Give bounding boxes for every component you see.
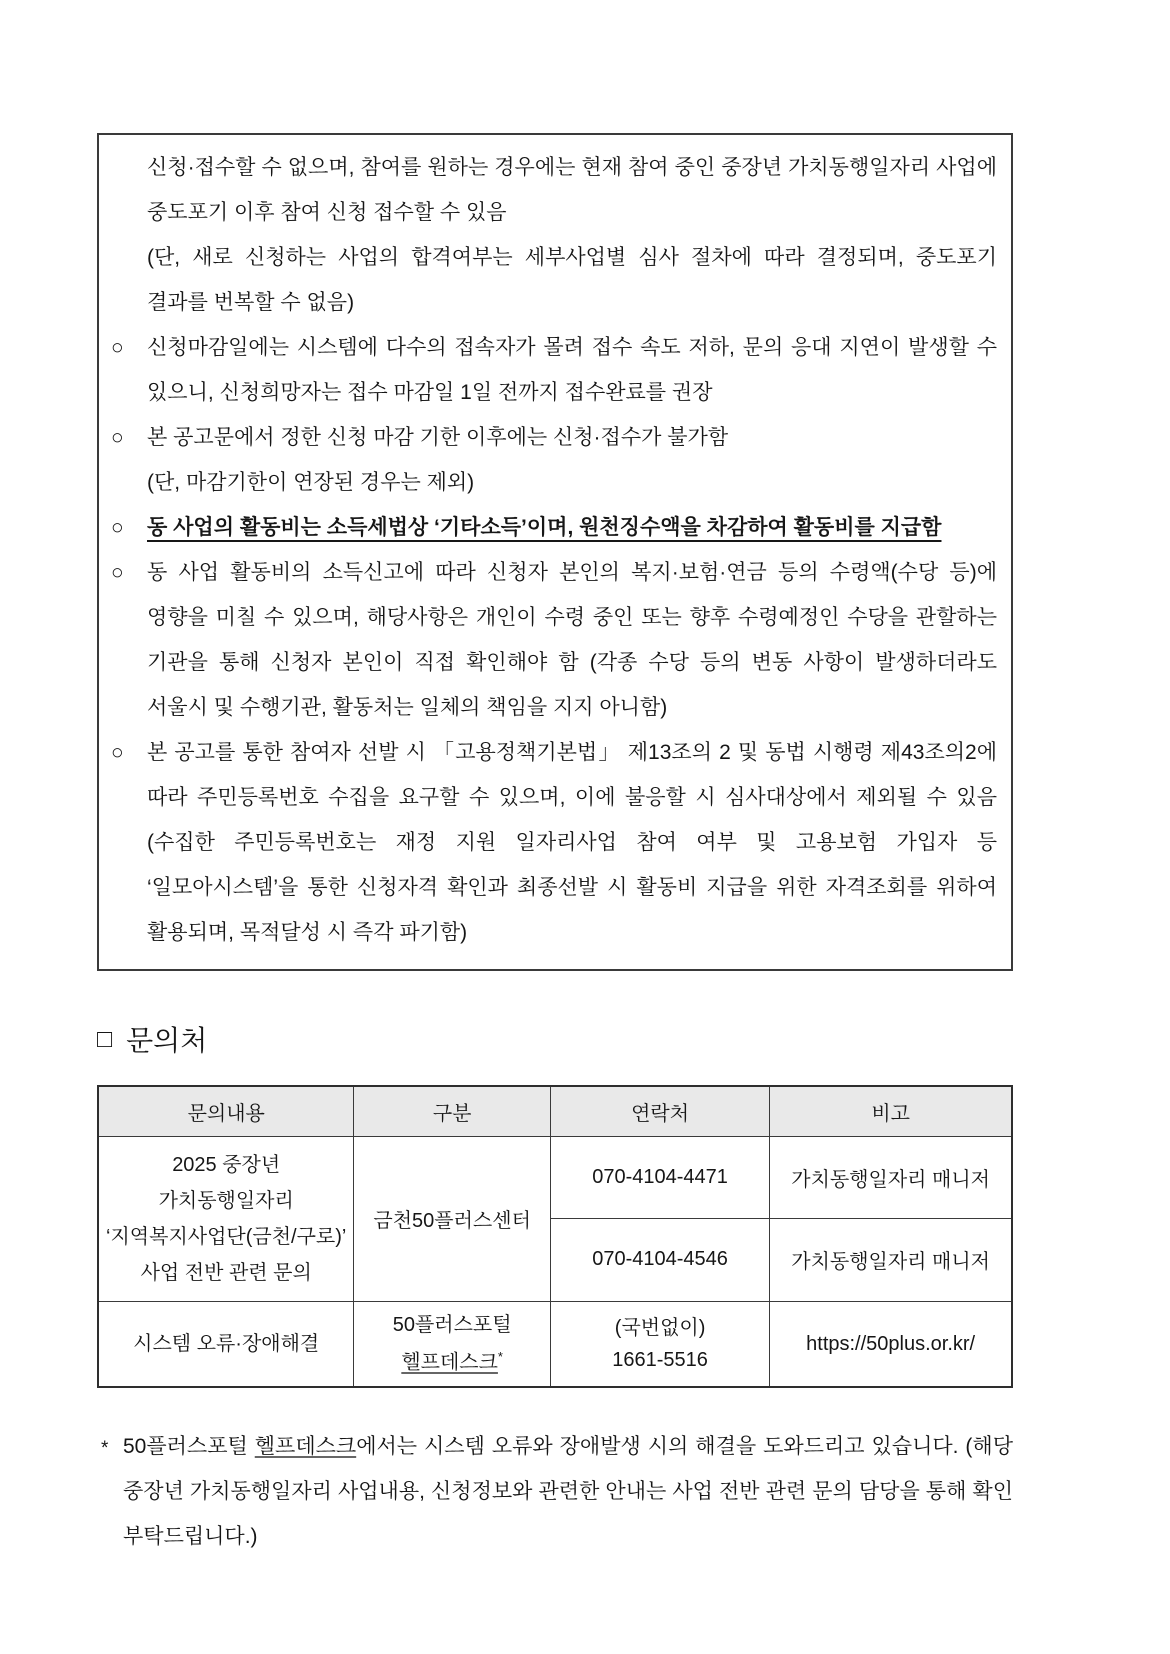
- notice-text: 신청·접수할 수 없으며, 참여를 원하는 경우에는 현재 참여 중인 중장년 가치동행일자리 사업에 중도포기 이후 참여 신청 접수할 수 있음: [147, 156, 997, 224]
- notice-text: 본 공고를 통한 참여자 선발 시 「고용정책기본법」 제13조의 2 및 동법 시행령 제43조의2에 따라 주민등록번호 수집을 요구할 수 있으며, 이에 불응할 시 심사대상에서 제외될 수 있음 (수집한 주민등록번호는 재정 지원 일자리사업 참여 여부 및 고용보험 가입자 등 ‘일모아시스템’을 통한 신청자격 확인과 최종선발 시 활동비 지급을 위한 자격조회를 위하여 활용되며, 목적달성 시 즉각 파기함): [147, 741, 997, 944]
- cell-system-error: 시스템 오류·장애해결: [98, 1301, 354, 1387]
- notice-bullet-item: [111, 730, 997, 955]
- cell-portal-url: https://50plus.or.kr/: [770, 1301, 1012, 1387]
- notice-text-emphasized: 동 사업의 활동비는 소득세법상 ‘기타소득’이며, 원천징수액을 차감하여 활동비를 지급함: [147, 516, 942, 539]
- notice-subnote: [111, 235, 997, 325]
- circle-bullet-icon: ○: [111, 336, 124, 359]
- col-header-inquiry: 문의내용: [98, 1086, 354, 1136]
- footnote-lead: 50플러스포털: [123, 1435, 255, 1458]
- phone-line: (국번없이): [614, 1316, 706, 1339]
- contact-table: [97, 1085, 1013, 1388]
- helpdesk-word: 헬프데스크: [401, 1351, 498, 1374]
- program-line: 사업 전반 관련 문의: [140, 1261, 312, 1284]
- table-row: [98, 1136, 1012, 1219]
- cell-manager-note: 가치동행일자리 매니저: [770, 1136, 1012, 1219]
- col-header-remarks: 비고: [770, 1086, 1012, 1136]
- table-header-row: [98, 1086, 1012, 1136]
- notice-subnote: [111, 460, 997, 505]
- notice-text: 동 사업 활동비의 소득신고에 따라 신청자 본인의 복지·보험·연금 등의 수령액(수당 등)에 영향을 미칠 수 있으며, 해당사항은 개인이 수령 중인 또는 향후 수령예정인 수당을 관할하는 기관을 통해 신청자 본인이 직접 확인해야 함 (각종 수당 등의 변동 사항이 발생하더라도 서울시 및 수행기관, 활동처는 일체의 책임을 지지 아니함): [147, 561, 997, 719]
- circle-bullet-icon: ○: [111, 516, 124, 539]
- cell-program-inquiry: [98, 1136, 354, 1301]
- notice-bullet-item: [111, 415, 997, 460]
- notice-box: [97, 133, 1013, 971]
- notice-paragraph: [111, 145, 997, 235]
- notice-text: 신청마감일에는 시스템에 다수의 접속자가 몰려 접수 속도 저하, 문의 응대 지연이 발생할 수 있으니, 신청희망자는 접수 마감일 1일 전까지 접수완료를 권장: [147, 336, 997, 404]
- footnote-helpdesk-word: 헬프데스크: [254, 1435, 357, 1458]
- section-title: 문의처: [126, 1025, 208, 1056]
- helpdesk-line: 50플러스포털: [392, 1313, 512, 1336]
- cell-helpdesk-phone: [550, 1301, 769, 1387]
- asterisk-marker: *: [497, 1348, 503, 1364]
- cell-phone-number: 070-4104-4471: [550, 1136, 769, 1219]
- phone-line: 1661-5516: [612, 1348, 708, 1371]
- document-content: [97, 133, 1013, 1559]
- cell-manager-note: 가치동행일자리 매니저: [770, 1219, 1012, 1302]
- table-row: [98, 1301, 1012, 1387]
- col-header-contact: 연락처: [550, 1086, 769, 1136]
- program-line: 가치동행일자리: [158, 1189, 294, 1212]
- col-header-category: 구분: [354, 1086, 551, 1136]
- notice-text: (단, 마감기한이 연장된 경우는 제외): [147, 471, 475, 494]
- notice-bullet-item-emphasized: [111, 505, 997, 550]
- circle-bullet-icon: ○: [111, 561, 124, 584]
- footnote-rest: 에서는 시스템 오류와 장애발생 시의 해결을 도와드리고 있습니다. (해당 중장년 가치동행일자리 사업내용, 신청정보와 관련한 안내는 사업 전반 관련 문의 담당을 통해 확인 부탁드립니다.): [123, 1435, 1013, 1548]
- asterisk-icon: *: [101, 1438, 109, 1459]
- cell-phone-number: 070-4104-4546: [550, 1219, 769, 1302]
- notice-bullet-item: [111, 325, 997, 415]
- section-heading-contacts: [97, 1019, 1013, 1059]
- circle-bullet-icon: ○: [111, 741, 124, 764]
- square-bullet-icon: □: [97, 1024, 113, 1053]
- cell-helpdesk-name: [354, 1301, 551, 1387]
- program-line: 2025 중장년: [172, 1153, 281, 1176]
- program-line: ‘지역복지사업단(금천/구로)’: [106, 1225, 347, 1248]
- cell-center-name: 금천50플러스센터: [354, 1136, 551, 1301]
- footnote: [97, 1424, 1013, 1559]
- circle-bullet-icon: ○: [111, 426, 124, 449]
- notice-bullet-item: [111, 550, 997, 730]
- helpdesk-line: [354, 1341, 550, 1379]
- notice-text: 본 공고문에서 정한 신청 마감 기한 이후에는 신청·접수가 불가함: [147, 426, 729, 449]
- notice-text: (단, 새로 신청하는 사업의 합격여부는 세부사업별 심사 절차에 따라 결정되며, 중도포기 결과를 번복할 수 없음): [147, 246, 997, 314]
